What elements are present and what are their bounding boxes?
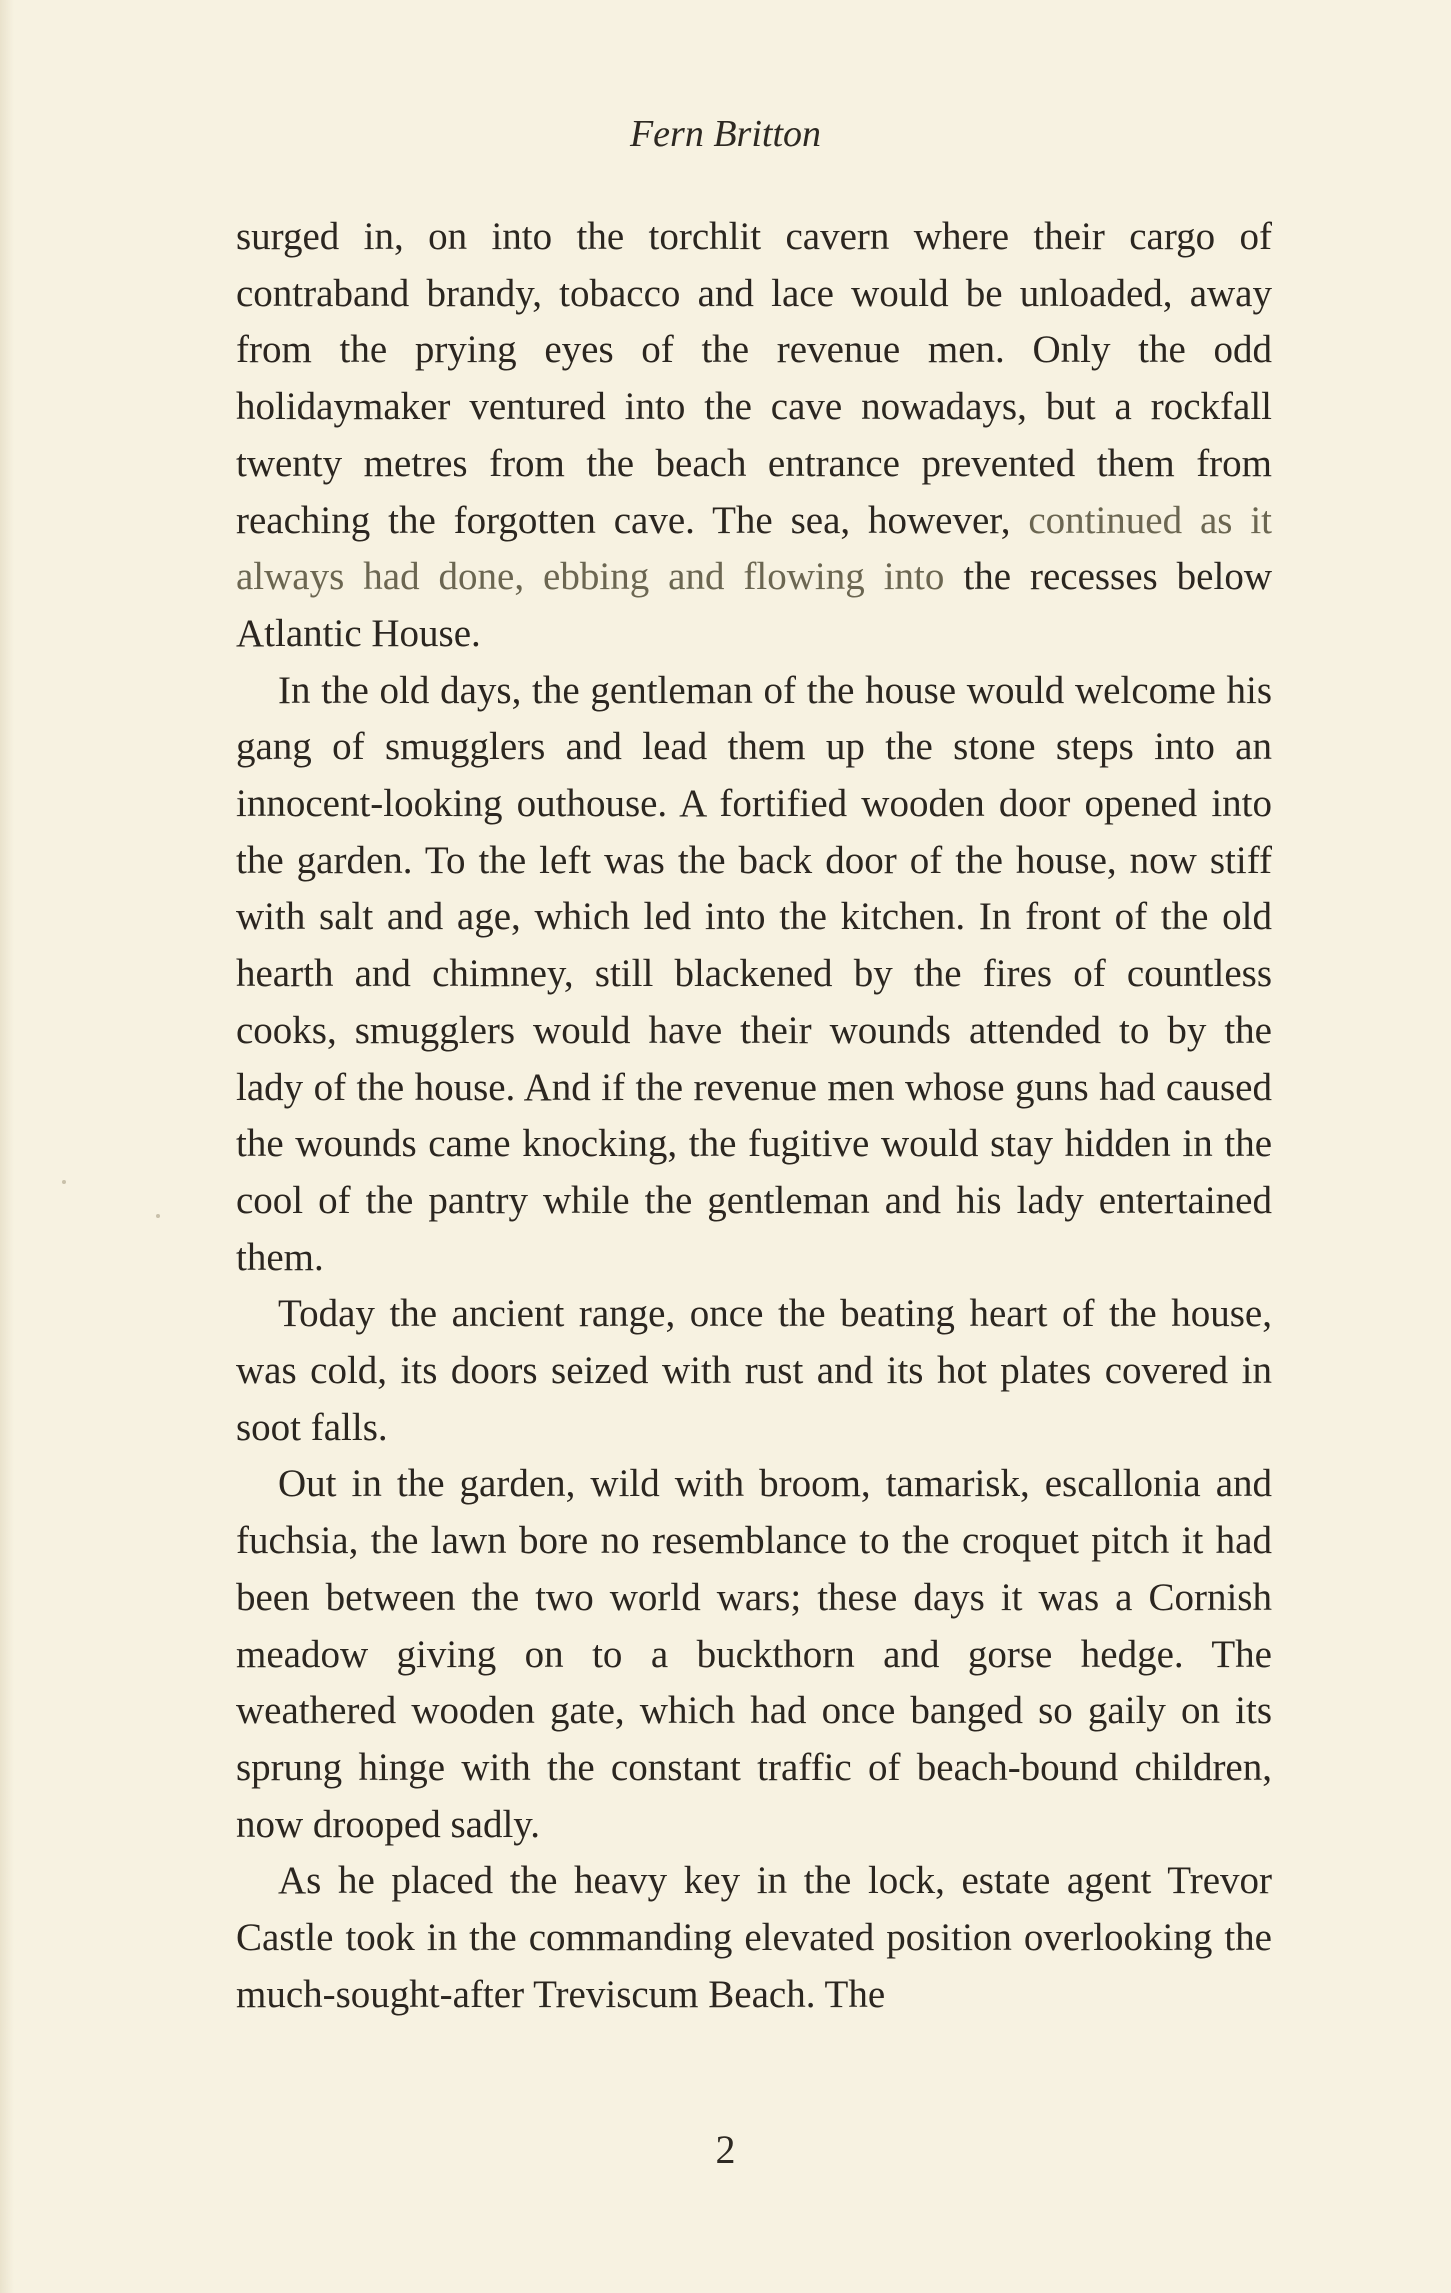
page-edge-shadow <box>0 0 14 2293</box>
paragraph-text: the recesses below Atlantic House. <box>236 555 1272 655</box>
paragraph-text: surged in, on into the torchlit cavern where their cargo of contraband brandy, tobacco and lace would be unloaded, away from the prying eyes of the revenue men. Only the odd holidaymaker ventured into the cave nowadays, but a rockfall twenty metres from the beach entrance prevented them from reaching the forgotten cave. The sea, however, <box>236 215 1272 542</box>
paragraph: Today the ancient range, once the beating heart of the house, was cold, its doors seized with rust and its hot plates covered in soot falls. <box>236 1292 1272 1449</box>
paper-speck <box>156 1214 160 1218</box>
body-text <box>236 209 1272 2024</box>
paragraph-text-faded: continued as it always had done, ebbing and flowing into <box>236 498 1273 599</box>
running-head-author: Fern Britton <box>629 113 822 155</box>
page-number: 2 <box>715 2127 736 2172</box>
paragraph: As he placed the heavy key in the lock, estate agent Trevor Castle took in the commanding elevated position overlooking the much-sought-after Treviscum Beach. The <box>236 1859 1272 2016</box>
paragraph: Out in the garden, wild with broom, tamarisk, escallonia and fuchsia, the lawn bore no resemblance to the croquet pitch it had been between the two world wars; these days it was a Cornish meadow giving on to a buckthorn and gorse hedge. The weathered wooden gate, which had once banged so gaily on its sprung hinge with the constant traffic of beach-bound children, now drooped sadly. <box>236 1462 1272 1846</box>
paragraph: In the old days, the gentleman of the house would welcome his gang of smugglers and lead them up the stone steps into an innocent-looking outhouse. A fortified wooden door opened into the garden. To the left was the back door of the house, now stiff with salt and age, which led into the kitchen. In front of the old hearth and chimney, still blackened by the fires of countless cooks, smugglers would have their wounds attended to by the lady of the house. And if the revenue men whose guns had caused the wounds came knocking, the fugitive would stay hidden in the cool of the pantry while the gentleman and his lady entertained them. <box>236 668 1272 1279</box>
paper-speck <box>62 1180 66 1184</box>
paragraph <box>236 209 1272 663</box>
